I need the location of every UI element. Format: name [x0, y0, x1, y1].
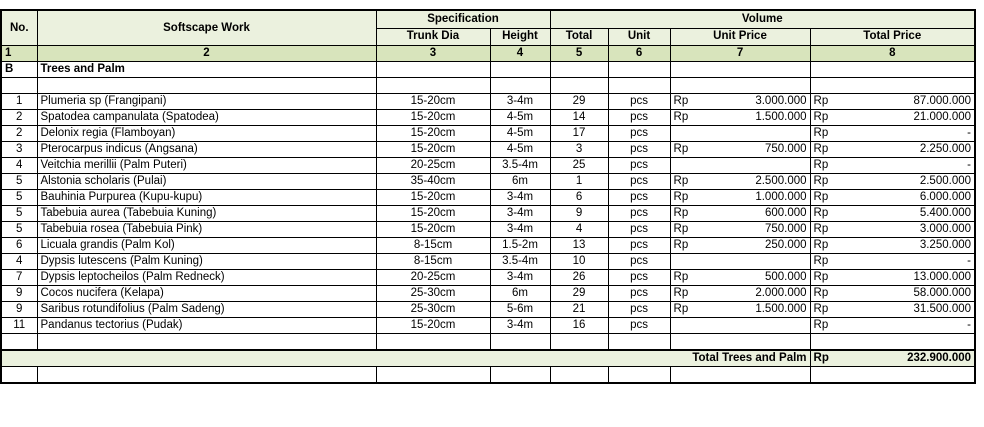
- cell-unit: pcs: [608, 190, 670, 206]
- cell-unit-price-currency: Rp: [670, 94, 706, 110]
- cell-height: 3.5-4m: [490, 158, 550, 174]
- table-row: [1, 94, 975, 110]
- cell-total: 6: [550, 190, 608, 206]
- header-height: Height: [490, 28, 550, 45]
- cell-trunk-dia: 25-30cm: [376, 302, 490, 318]
- table-row: [1, 302, 975, 318]
- spacer-row-bottom: [1, 334, 975, 351]
- cell-unit-price: 3.000.000: [706, 94, 810, 110]
- cell-total: 29: [550, 94, 608, 110]
- cell-total-price: -: [846, 126, 975, 142]
- cell-height: 3-4m: [490, 270, 550, 286]
- header-no: No.: [1, 10, 37, 46]
- cell-total-price-currency: Rp: [810, 286, 846, 302]
- cell-height: 6m: [490, 286, 550, 302]
- cell-unit: pcs: [608, 318, 670, 334]
- cell-total-price-currency: Rp: [810, 318, 846, 334]
- cell-name: Pandanus tectorius (Pudak): [37, 318, 376, 334]
- table-row: [1, 142, 975, 158]
- cell-no: 3: [1, 142, 37, 158]
- cell-total-price-currency: Rp: [810, 110, 846, 126]
- cell-unit-price: [706, 158, 810, 174]
- cell-trunk-dia: 15-20cm: [376, 206, 490, 222]
- header-specification: Specification: [376, 10, 550, 28]
- col-number-6: 6: [608, 46, 670, 62]
- cell-height: 3-4m: [490, 206, 550, 222]
- cell-height: 4-5m: [490, 126, 550, 142]
- cell-name: Plumeria sp (Frangipani): [37, 94, 376, 110]
- cell-total-price-currency: Rp: [810, 158, 846, 174]
- cell-no: 2: [1, 126, 37, 142]
- cell-trunk-dia: 20-25cm: [376, 158, 490, 174]
- cell-total: 9: [550, 206, 608, 222]
- cell-trunk-dia: 15-20cm: [376, 110, 490, 126]
- cell-name: Dypsis lutescens (Palm Kuning): [37, 254, 376, 270]
- cell-total-price: 21.000.000: [846, 110, 975, 126]
- header-volume: Volume: [550, 10, 975, 28]
- cell-total: 29: [550, 286, 608, 302]
- cell-name: Delonix regia (Flamboyan): [37, 126, 376, 142]
- table-row: [1, 318, 975, 334]
- cell-total-price: 87.000.000: [846, 94, 975, 110]
- cell-total-price: -: [846, 158, 975, 174]
- cell-unit: pcs: [608, 126, 670, 142]
- cell-total-price: -: [846, 318, 975, 334]
- cell-unit-price: 750.000: [706, 142, 810, 158]
- cell-unit-price-currency: Rp: [670, 190, 706, 206]
- cell-height: 1.5-2m: [490, 238, 550, 254]
- cell-name: Bauhinia Purpurea (Kupu-kupu): [37, 190, 376, 206]
- cell-height: 3-4m: [490, 190, 550, 206]
- table-row: [1, 190, 975, 206]
- table-row: [1, 206, 975, 222]
- cell-total-price-currency: Rp: [810, 126, 846, 142]
- cell-trunk-dia: 15-20cm: [376, 190, 490, 206]
- cell-no: 1: [1, 94, 37, 110]
- cell-height: 3-4m: [490, 94, 550, 110]
- cell-total: 3: [550, 142, 608, 158]
- col-number-3: 3: [376, 46, 490, 62]
- boq-table: [0, 9, 976, 384]
- cell-total-price: 31.500.000: [846, 302, 975, 318]
- cell-unit: pcs: [608, 270, 670, 286]
- cell-unit: pcs: [608, 174, 670, 190]
- cell-unit-price-currency: Rp: [670, 222, 706, 238]
- cell-trunk-dia: 8-15cm: [376, 254, 490, 270]
- cell-no: 5: [1, 190, 37, 206]
- cell-unit: pcs: [608, 254, 670, 270]
- cell-total-price-currency: Rp: [810, 270, 846, 286]
- cell-total-price: 58.000.000: [846, 286, 975, 302]
- section-title: Trees and Palm: [37, 62, 376, 78]
- cell-unit: pcs: [608, 110, 670, 126]
- total-label: Total Trees and Palm: [1, 350, 810, 367]
- cell-trunk-dia: 15-20cm: [376, 126, 490, 142]
- cell-unit-price: 750.000: [706, 222, 810, 238]
- table-row: [1, 238, 975, 254]
- cell-no: 4: [1, 254, 37, 270]
- cell-unit: pcs: [608, 158, 670, 174]
- cell-total-price: 3.000.000: [846, 222, 975, 238]
- section-row: [1, 62, 975, 78]
- cell-height: 5-6m: [490, 302, 550, 318]
- cell-no: 6: [1, 238, 37, 254]
- table-row: [1, 158, 975, 174]
- cell-total-price: -: [846, 254, 975, 270]
- cell-unit: pcs: [608, 302, 670, 318]
- cell-no: 4: [1, 158, 37, 174]
- cell-no: 11: [1, 318, 37, 334]
- cell-name: Tabebuia rosea (Tabebuia Pink): [37, 222, 376, 238]
- cell-total: 25: [550, 158, 608, 174]
- cell-height: 4-5m: [490, 110, 550, 126]
- cell-name: Saribus rotundifolius (Palm Sadeng): [37, 302, 376, 318]
- cell-height: 3-4m: [490, 318, 550, 334]
- cell-total: 4: [550, 222, 608, 238]
- cell-unit: pcs: [608, 206, 670, 222]
- cell-total: 17: [550, 126, 608, 142]
- cell-name: Spatodea campanulata (Spatodea): [37, 110, 376, 126]
- cell-unit-price: [706, 126, 810, 142]
- cell-unit-price: 2.500.000: [706, 174, 810, 190]
- cell-no: 7: [1, 270, 37, 286]
- cell-height: 3-4m: [490, 222, 550, 238]
- cell-trunk-dia: 25-30cm: [376, 286, 490, 302]
- cell-unit-price-currency: Rp: [670, 206, 706, 222]
- cell-name: Alstonia scholaris (Pulai): [37, 174, 376, 190]
- cell-unit-price: [706, 254, 810, 270]
- cell-no: 9: [1, 302, 37, 318]
- cell-name: Veitchia merillii (Palm Puteri): [37, 158, 376, 174]
- cell-no: 5: [1, 206, 37, 222]
- cell-total-price: 3.250.000: [846, 238, 975, 254]
- cell-trunk-dia: 20-25cm: [376, 270, 490, 286]
- cell-unit-price: [706, 318, 810, 334]
- cell-unit-price-currency: Rp: [670, 270, 706, 286]
- cell-unit-price: 1.500.000: [706, 110, 810, 126]
- cell-total-price-currency: Rp: [810, 206, 846, 222]
- cell-no: 5: [1, 174, 37, 190]
- cell-trunk-dia: 15-20cm: [376, 142, 490, 158]
- cell-total: 21: [550, 302, 608, 318]
- col-number-2: 2: [37, 46, 376, 62]
- header-total-price: Total Price: [810, 28, 975, 45]
- col-number-4: 4: [490, 46, 550, 62]
- table-row: [1, 286, 975, 302]
- cell-total: 13: [550, 238, 608, 254]
- cell-name: Tabebuia aurea (Tabebuia Kuning): [37, 206, 376, 222]
- cell-total-price: 2.250.000: [846, 142, 975, 158]
- cell-name: Cocos nucifera (Kelapa): [37, 286, 376, 302]
- header-total: Total: [550, 28, 608, 45]
- cell-unit-price: 1.500.000: [706, 302, 810, 318]
- table-row: [1, 174, 975, 190]
- cell-total-price-currency: Rp: [810, 142, 846, 158]
- cell-trunk-dia: 15-20cm: [376, 318, 490, 334]
- col-number-7: 7: [670, 46, 810, 62]
- cell-unit: pcs: [608, 142, 670, 158]
- cell-unit-price-currency: Rp: [670, 286, 706, 302]
- cell-unit-price: 250.000: [706, 238, 810, 254]
- cell-trunk-dia: 15-20cm: [376, 222, 490, 238]
- col-number-1: 1: [1, 46, 37, 62]
- cell-unit-price-currency: Rp: [670, 174, 706, 190]
- cell-total: 14: [550, 110, 608, 126]
- cell-total-price-currency: Rp: [810, 174, 846, 190]
- cell-trunk-dia: 15-20cm: [376, 94, 490, 110]
- cell-total-price-currency: Rp: [810, 222, 846, 238]
- cell-total-price: 2.500.000: [846, 174, 975, 190]
- cell-trunk-dia: 8-15cm: [376, 238, 490, 254]
- header-unit: Unit: [608, 28, 670, 45]
- cell-total-price: 13.000.000: [846, 270, 975, 286]
- spacer-row: [1, 78, 975, 94]
- cell-total-price: 6.000.000: [846, 190, 975, 206]
- cell-unit-price-currency: [670, 126, 706, 142]
- cell-unit: pcs: [608, 94, 670, 110]
- cell-unit-price-currency: Rp: [670, 238, 706, 254]
- cell-name: Pterocarpus indicus (Angsana): [37, 142, 376, 158]
- col-number-5: 5: [550, 46, 608, 62]
- cell-unit-price: 600.000: [706, 206, 810, 222]
- cell-total: 10: [550, 254, 608, 270]
- table-row: [1, 270, 975, 286]
- header-unit-price: Unit Price: [670, 28, 810, 45]
- blank-row: [1, 367, 975, 384]
- cell-total-price-currency: Rp: [810, 238, 846, 254]
- cell-unit-price: 2.000.000: [706, 286, 810, 302]
- cell-unit-price-currency: Rp: [670, 110, 706, 126]
- cell-height: 4-5m: [490, 142, 550, 158]
- col-number-8: 8: [810, 46, 975, 62]
- cell-unit: pcs: [608, 222, 670, 238]
- cell-name: Licuala grandis (Palm Kol): [37, 238, 376, 254]
- cell-total: 26: [550, 270, 608, 286]
- table-row: [1, 110, 975, 126]
- section-code: B: [1, 62, 37, 78]
- cell-no: 9: [1, 286, 37, 302]
- table-row: [1, 222, 975, 238]
- cell-total-price-currency: Rp: [810, 254, 846, 270]
- cell-total-price-currency: Rp: [810, 190, 846, 206]
- cell-unit-price-currency: [670, 318, 706, 334]
- total-row: [1, 350, 975, 367]
- total-currency: Rp: [810, 350, 846, 367]
- cell-no: 2: [1, 110, 37, 126]
- cell-total-price: 5.400.000: [846, 206, 975, 222]
- cell-total-price-currency: Rp: [810, 94, 846, 110]
- header-work: Softscape Work: [37, 10, 376, 46]
- cell-no: 5: [1, 222, 37, 238]
- cell-unit-price: 500.000: [706, 270, 810, 286]
- header-trunk-dia: Trunk Dia: [376, 28, 490, 45]
- cell-height: 6m: [490, 174, 550, 190]
- cell-unit-price-currency: [670, 158, 706, 174]
- cell-total-price-currency: Rp: [810, 302, 846, 318]
- table-row: [1, 254, 975, 270]
- cell-name: Dypsis leptocheilos (Palm Redneck): [37, 270, 376, 286]
- cell-total: 1: [550, 174, 608, 190]
- cell-unit-price: 1.000.000: [706, 190, 810, 206]
- cell-unit: pcs: [608, 238, 670, 254]
- cell-unit-price-currency: [670, 254, 706, 270]
- cell-trunk-dia: 35-40cm: [376, 174, 490, 190]
- cell-unit-price-currency: Rp: [670, 302, 706, 318]
- cell-total: 16: [550, 318, 608, 334]
- cell-height: 3.5-4m: [490, 254, 550, 270]
- cell-unit: pcs: [608, 286, 670, 302]
- cell-unit-price-currency: Rp: [670, 142, 706, 158]
- total-value: 232.900.000: [846, 350, 975, 367]
- table-row: [1, 126, 975, 142]
